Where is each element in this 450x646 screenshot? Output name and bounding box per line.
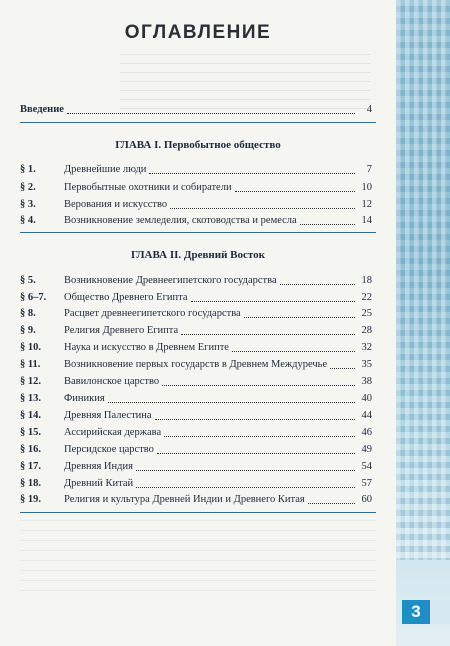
toc-number: § 13. (20, 393, 41, 404)
toc-row[interactable] (20, 408, 372, 422)
toc-label: Финикия (64, 393, 105, 404)
toc-row[interactable] (20, 213, 372, 227)
toc-row[interactable] (20, 323, 372, 337)
dot-leader (108, 401, 355, 403)
toc-page: 22 (361, 292, 372, 303)
toc-number: § 11. (20, 359, 41, 370)
toc-label: Ассирийская держава (64, 427, 162, 438)
dot-leader (300, 223, 355, 225)
dot-leader (155, 418, 355, 420)
toc-number: § 10. (20, 342, 41, 353)
toc-row[interactable] (20, 459, 372, 473)
separator-line (20, 512, 376, 513)
toc-label: Религия и культура Древней Индии и Древнего Китая (64, 494, 305, 505)
toc-row[interactable] (20, 476, 372, 490)
dot-leader (181, 333, 355, 335)
toc-page: 40 (361, 393, 372, 404)
toc-row[interactable] (20, 492, 372, 506)
toc-page: 14 (361, 215, 372, 226)
dot-leader (136, 469, 355, 471)
toc-number: § 4. (20, 215, 36, 226)
toc-page: 35 (361, 359, 372, 370)
page-number: 3 (402, 600, 430, 624)
toc-row[interactable] (20, 290, 372, 304)
toc-number: § 14. (20, 410, 41, 421)
toc-row[interactable] (20, 306, 372, 320)
toc-label: Общество Древнего Египта (64, 292, 188, 303)
toc-row[interactable] (20, 162, 372, 176)
chapter-heading: ГЛАВА II. Древний Восток (131, 249, 265, 261)
separator-line (20, 232, 376, 233)
dot-leader (162, 384, 355, 386)
toc-label: Персидское царство (64, 444, 154, 455)
toc-row[interactable] (20, 180, 372, 194)
toc-page: 49 (361, 444, 372, 455)
dot-leader (280, 283, 355, 285)
bleed-through-text (20, 520, 376, 600)
toc-number: § 12. (20, 376, 41, 387)
dot-leader (308, 502, 355, 504)
toc-number: § 6–7. (20, 292, 47, 303)
toc-row[interactable] (20, 357, 372, 371)
toc-page: 28 (361, 325, 372, 336)
toc-number: § 1. (20, 164, 36, 175)
toc-number: § 16. (20, 444, 41, 455)
toc-page: 7 (366, 164, 372, 175)
toc-number: § 8. (20, 308, 36, 319)
toc-label: Возникновение земледелия, скотоводства и ремесла (64, 215, 297, 226)
toc-number: § 3. (20, 199, 36, 210)
toc-label: Возникновение первых государств в Древнем Междуречье (64, 359, 328, 370)
separator-line (20, 122, 376, 123)
toc-page: 46 (361, 427, 372, 438)
toc-page: 10 (361, 182, 372, 193)
toc-page: 4 (366, 104, 372, 115)
toc-number: § 18. (20, 478, 41, 489)
dot-leader (67, 112, 355, 114)
toc-number: § 2. (20, 182, 36, 193)
toc-page: 18 (361, 275, 372, 286)
toc-page: 38 (361, 376, 372, 387)
dot-leader (164, 435, 355, 437)
toc-page: 44 (361, 410, 372, 421)
toc-number: § 5. (20, 275, 36, 286)
toc-number: § 9. (20, 325, 36, 336)
toc-page: 54 (361, 461, 372, 472)
toc-label: Расцвет древнеегипетского государства (64, 308, 241, 319)
dot-leader (330, 367, 355, 369)
toc-page: 60 (361, 494, 372, 505)
toc-number: § 15. (20, 427, 41, 438)
toc-label: Наука и искусство в Древнем Египте (64, 342, 229, 353)
toc-row[interactable] (20, 425, 372, 439)
toc-row-intro[interactable] (20, 102, 372, 116)
page-title: ОГЛАВЛЕНИЕ (124, 22, 272, 43)
toc-number: § 19. (20, 494, 41, 505)
toc-label: Религия Древнего Египта (64, 325, 179, 336)
toc-label: Древний Китай (64, 478, 134, 489)
toc-row[interactable] (20, 391, 372, 405)
toc-page: 12 (361, 199, 372, 210)
dot-leader (157, 452, 355, 454)
decorative-margin-strip (396, 0, 450, 646)
toc-row[interactable] (20, 273, 372, 287)
toc-label: Первобытные охотники и собиратели (64, 182, 232, 193)
mosaic-pattern (396, 0, 450, 560)
toc-row[interactable] (20, 374, 372, 388)
toc-label: Введение (20, 104, 64, 115)
dot-leader (149, 172, 355, 174)
toc-label: Древняя Палестина (64, 410, 152, 421)
toc-row[interactable] (20, 197, 372, 211)
dot-leader (235, 190, 355, 192)
toc-row[interactable] (20, 442, 372, 456)
dot-leader (232, 350, 355, 352)
toc-row[interactable] (20, 340, 372, 354)
toc-label: Древнейшие люди (64, 164, 147, 175)
dot-leader (136, 486, 355, 488)
toc-page: 57 (361, 478, 372, 489)
toc-label: Вавилонское царство (64, 376, 160, 387)
dot-leader (170, 207, 355, 209)
page-number-tab (430, 600, 450, 624)
toc-page: 25 (361, 308, 372, 319)
toc-label: Древняя Индия (64, 461, 133, 472)
dot-leader (244, 316, 355, 318)
toc-number: § 17. (20, 461, 41, 472)
toc-page: 32 (361, 342, 372, 353)
toc-label: Верования и искусство (64, 199, 168, 210)
toc-label: Возникновение Древнеегипетского государства (64, 275, 277, 286)
chapter-heading: ГЛАВА I. Первобытное общество (115, 139, 281, 151)
dot-leader (191, 300, 355, 302)
